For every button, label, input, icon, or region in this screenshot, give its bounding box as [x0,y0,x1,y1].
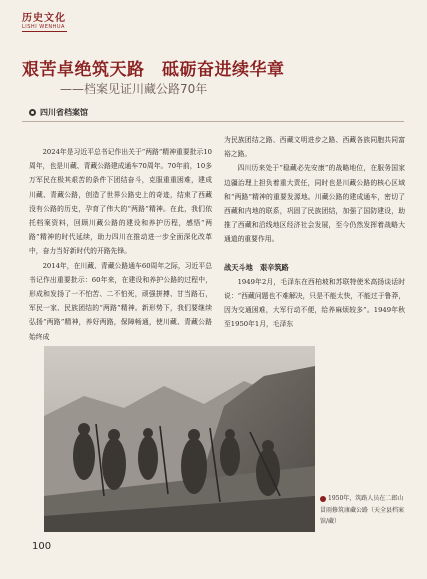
section-subheading: 战天斗地 艰辛筑路 [224,262,289,272]
article-title: 艰苦卓绝筑天路 砥砺奋进续华章 [22,60,285,80]
section-title-pinyin: LISHI WENHUA [22,24,65,30]
page-number: 100 [32,541,52,552]
historical-photo [44,346,315,532]
section-title: 历史文化 [22,13,66,24]
body-paragraph: 1949年2月，毛泽东在西柏坡和苏联特使米高扬谈话时说：“西藏问题也不难解决，只是不能太快，不能过于鲁莽，因为交通困难，大军行动不便，给养麻烦较多”。1949年秋至1950年1月，毛泽东 [224,277,405,329]
road-construction-photo [44,346,315,532]
author-name: 四川省档案馆 [40,108,88,117]
caption-bullet-icon [320,496,326,502]
body-paragraph: 2014年，在川藏、青藏公路通车60周年之际，习近平总书记作出重要批示：60年来，在建设和养护公路的过程中，形成和发扬了一不怕苦、二不怕死，顽强拼搏、甘当路石，军民一家、民族团结的“两路”精神。新形势下，我们要继续弘扬“两路”精神，养好两路，保障畅通，使川藏、青藏公路始终成 [29,261,212,341]
left-column [29,145,212,344]
author-divider [22,121,404,122]
right-column [224,133,405,332]
body-paragraph: 2024年是习近平总书记作出关于“两路”精神重要批示10周年，也是川藏、青藏公路建成通车70周年。70年前，10多万军民在极其艰苦的条件下团结奋斗，克服重重困难，建成川藏、青藏公路，创造了世界公路史上的奇迹，结束了西藏没有公路的历史，孕育了伟大的“两路”精神。在此，我们依托档案资料，回顾川藏公路的建设和养护历程，感悟“两路”精神的时代延续，助力四川在推动进一步全面深化改革中，奋力当好新时代的开路先锋。 [29,148,212,256]
article-subtitle: ——档案见证川藏公路70年 [60,82,208,96]
photo-caption [320,493,406,528]
photo-caption-text: 1950年，筑路人员在二郎山冒雨修筑康藏公路（天全县档案馆/藏） [320,495,405,525]
section-divider [22,31,67,32]
body-paragraph: 四川历来处于“稳藏必先安康”的战略地位，在服务国家边疆治理上担负着重大责任，同时也是川藏公路的核心区域和“两路”精神的重要发源地。川藏公路的建成通车，密切了西藏和内地的联系，巩固了民族团结，加强了国防建设，助推了西藏和沿线地区经济社会发展，至今仍然发挥着战略大通道的重要作用。 [224,164,405,244]
body-paragraph-continued: 为民族团结之路、西藏文明进步之路、西藏各族同胞共同富裕之路。 [224,136,405,159]
author-line [29,107,88,118]
author-bullet-icon [29,109,36,116]
